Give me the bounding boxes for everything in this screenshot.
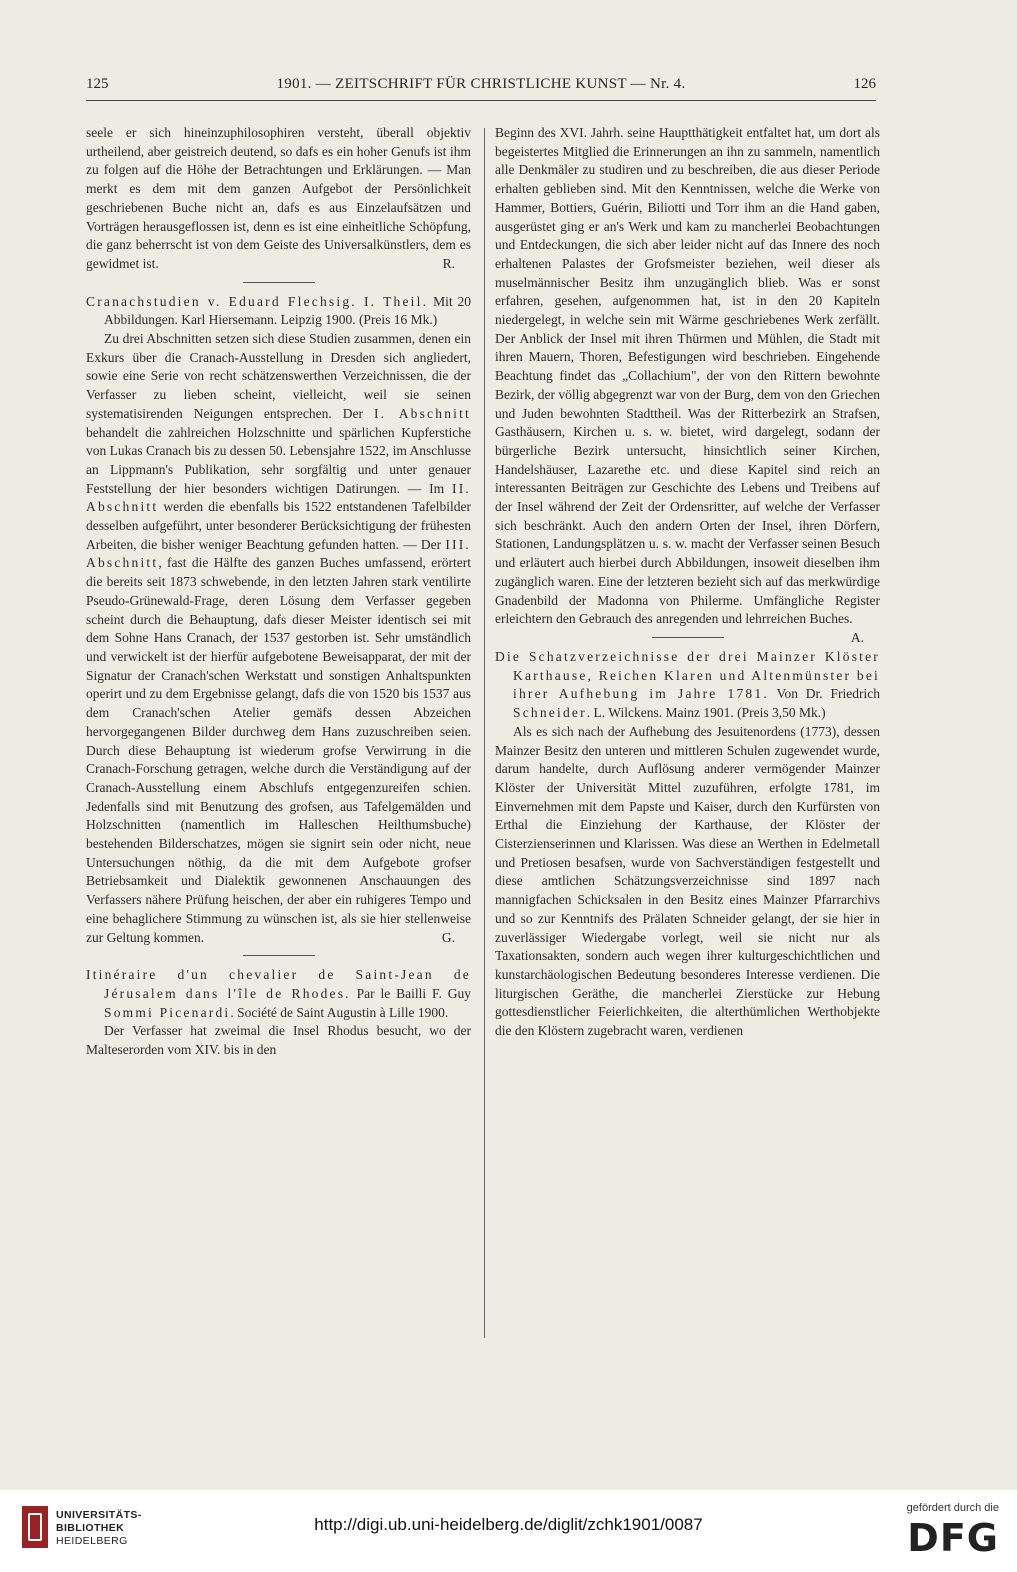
review-text-rhodes-continued: Beginn des XVI. Jahrh. seine Hauptthätigkeit entfaltet hat, um dort als begeistertes Mitglied die Erinnerungen an ihn zu sammeln, namentlich alle Denkmäler zu studiren und zu beschreiben, die aus dieser Periode erhalten geblieben sind. Mit den Kenntnissen, welche die Werke von Hammer, Bottiers, Guérin, Biliotti und Torr ihm an die Hand gaben, ausgerüstet ging er an's Werk und kam zu mancherlei Beobachtungen und Entdeckungen, die sich aber leider nicht auf das Innere des noch erhaltenen Palastes der Grofsmeister beziehen, weil dieser als muselmännischer Besitz ihm unzugänglich blieb. Was er sonst erfahren, gesehen, aufgenommen hat, ist in den 20 Kapiteln niedergelegt, in welche sein mit Wärme geschriebenes Werk zerfällt. Der Anblick der Insel mit ihren Thürmen und Mühlen, die Stadt mit ihren Mauern, Thoren, Befestigungen wird beschrieben. Eingehende Beachtung findet das „Collachium", der von den Rittern bewohnte Bezirk, der völlig abgegrenzt war von der Burg, dem von den Griechen und Juden bewohnten Stadttheil. Was der Ritterbezirk an Strafsen, Gasthäusern, Kirchen u. s. w. bietet, wird dargelegt, sodann der bürgerliche Bezirk untersucht, hinsichtlich seiner Kirchen, Handelshäuser, Lazarethe etc. und diese Kapitel sind reich an interessanten Beiträgen zur Geschichte des Lebens und Treibens auf der Insel während der Zeit der Ordensritter, auf welche der Verfasser sich beschränkt. Auch den andern Orten der Insel, ihren Dörfern, Stationen, Landungsplätzen u. s. w. macht der Verfasser seinen Besuch und erläutert auch hierbei durch Abbildungen, insoweit dieselben ihm zugänglich waren. Eine der letzteren bezieht sich auf das merkwürdige Gnadenbild der Madonna von Philerme. Umfängliche Register erleichtern den Gebrauch des anregenden und lehrreichen Buches. A.	[495, 124, 880, 629]
section-separator	[652, 637, 724, 638]
book-details: Mit 20 Abbildungen. Karl Hiersemann. Leipzig 1900. (Preis 16 Mk.)	[104, 293, 472, 328]
section-separator	[243, 955, 315, 956]
book-title: Itinéraire d'un chevalier de Saint-Jean de Jérusalem dans l'île de Rhodes.	[86, 967, 471, 1001]
review-heading-mainz: Die Schatzverzeichnisse der drei Mainzer Klöster Karthause, Reichen Klaren und Altenmünster bei ihrer Aufhebung im Jahre 1781. Von Dr. Friedrich Schneider. L. Wilckens. Mainz 1901. (Preis 3,50 Mk.)	[495, 648, 880, 721]
review-text-rhodes: Der Verfasser hat zweimal die Insel Rhodus besucht, wo der Malteserorden vom XIV. bis in den	[86, 1023, 471, 1058]
running-header	[86, 76, 876, 100]
header-rule	[86, 100, 876, 101]
library-name: UNIVERSITÄTS- BIBLIOTHEK HEIDELBERG	[56, 1509, 142, 1547]
permalink[interactable]: http://digi.ub.uni-heidelberg.de/diglit/zchk1901/0087	[314, 1515, 703, 1534]
reviewer-signature: A.	[850, 629, 864, 645]
review-heading-cranach	[86, 293, 471, 330]
reviewer-signature: G.	[441, 929, 455, 945]
reviewer-signature: R.	[442, 255, 455, 271]
right-column	[495, 124, 880, 1041]
review-text-cranach: Zu drei Abschnitten setzen sich diese Studien zusammen, denen ein Exkurs über die Cranach-Ausstellung in Dresden sich angliedert, sowie eine Serie von recht schätzenswerthen Verzeichnissen, die der Verfasser zu lieben scheint, vielleicht, weil sie seinen systematisirenden Neigungen entsprechen. Der I. Abschnitt behandelt die zahlreichen Holzschnitte und spärlichen Kupferstiche von Lukas Cranach bis zu dessen 50. Lebensjahre 1522, im Anschlusse an Lippmann's Publikation, sehr sorgfältig und unter genauer Feststellung der hier besonders wichtigen Datirungen. — Im II. Abschnitt werden die ebenfalls bis 1522 entstandenen Tafelbilder desselben aufgeführt, unter besonderer Berücksichtigung der frühesten Arbeiten, die bisher weniger Beachtung gefunden hatten. — Der III. Abschnitt, fast die Hälfte des ganzen Buches umfassend, erörtert die bereits seit 1873 schwebende, in den letzten Jahren stark ventilirte Pseudo-Grünewald-Frage, deren Lösung dem Verfasser gegeben scheint durch die Behauptung, dafs dieser Meister identisch sei mit dem Sohne Hans Cranach, der 1537 gestorben ist. Sehr umständlich und verwickelt ist der hierfür aufgebotene Beweisapparat, der mit der Signatur der Cranach'schen Werkstatt und sonstigen Anhaltspunkten operirt und zu dem Ergebnisse gelangt, dafs die von 1520 bis 1537 aus dem Cranach'schen Atelier gemäfs dessen Abzeichen hervorgegangenen Bilder durchweg dem Hans zuzuschreiben seien. Durch diese Behauptung ist wiederum grofse Verwirrung in die Cranach-Forschung getragen, welche durch die Verständigung auf der Cranach-Ausstellung einem Abschlufs entgegenzureifen schien. Jedenfalls sind mit Benutzung des grofsen, aus Tafelgemälden und Holzschnitten (namentlich im Halleschen Heilthumsbuche) bestehenden Bilderschatzes, mögen sie signirt sein oder nicht, neue Untersuchungen nöthig, da die mit dem Aufgebote grofser Betriebsamkeit und Dialektik gewonnenen Anschauungen des Verfassers nähere Prüfung heischen, der aber ein ruhigeres Tempo und eine behaglichere Stimmung zu wünschen ist, als sie hier stellenweise zur Geltung kommen. G.	[86, 330, 471, 947]
page-number-right: 126	[853, 76, 876, 92]
dfg-logo: DFG	[907, 1516, 999, 1560]
book-title: Die Schatzverzeichnisse der drei Mainzer Klöster Karthause, Reichen Klaren und Altenmünster bei ihrer Aufhebung im Jahre 1781.	[495, 648, 880, 702]
review-heading-rhodes: Itinéraire d'un chevalier de Saint-Jean de Jérusalem dans l'île de Rhodes. Par le Bailli F. Guy Sommi Picenardi. Société de Saint Augustin à Lille 1900.	[86, 967, 471, 1020]
book-title: Cranachstudien v. Eduard Flechsig. I. Theil.	[86, 293, 429, 309]
digitization-footer	[0, 1490, 1017, 1572]
review-text-mainz: Als es sich nach der Aufhebung des Jesuitenordens (1773), dessen Mainzer Besitz den unteren und mittleren Schulen zugewendet wurde, darum handelte, durch Auflösung anderer vermögender Mainzer Klöster der Universität Mittel zuzuführen, erfolgte 1781, im Einvernehmen mit dem Papste und Kaiser, durch den Kurfürsten von Erthal die Einziehung der Karthause, der Klöster der Cisterzienserinnen und Klarissen. Was diese an Werthen in Edelmetall und Pretiosen besafsen, wurde von Sachverständigen festgestellt und diese amtlichen Schätzungsverzeichnisse sind 1897 nach mannigfachen Schicksalen in den Besitz eines Mainzer Pfarrarchivs und so zur Kenntnifs des Prälaten Schneider gelangt, der sie hier in zuverlässiger Wiedergabe vorlegt, weil sie nicht nur als Taxationsakten, sondern auch wegen ihrer kulturgeschichtlichen und kunstarchäologischen Bedeutung besonderes Interesse verdienen. Die liturgischen Geräthe, die mancherlei Zierstücke zur Hebung gottesdienstlicher Feierlichkeiten, die alterthümlichen Werthobjekte die den Klöstern zugebracht waren, verdienen	[495, 723, 880, 1039]
page-number-left: 125	[86, 76, 109, 92]
column-divider	[484, 128, 485, 1338]
funding-note: gefördert durch die	[906, 1502, 999, 1514]
section-separator	[243, 282, 315, 283]
review-continuation: seele er sich hineinzuphilosophiren versteht, überall objektiv urtheilend, aber geistreich deutend, so dafs es ein hoher Genufs ist ihm zu folgen auf die Höhe der Betrachtungen und Erklärungen. — Man merkt es dem mit dem ganzen Aufgebot der Persönlichkeit geschriebenen Buche nicht an, dafs es aus Einzelaufsätzen und Vorträgen herausgeflossen ist, denn es ist eine einheitliche Schöpfung, die ganz beherrscht ist von dem Geiste des Universalkünstlers, dem es gewidmet ist. R.	[86, 124, 471, 274]
left-column	[86, 124, 471, 1060]
journal-title: 1901. — ZEITSCHRIFT FÜR CHRISTLICHE KUNST — Nr. 4.	[276, 76, 686, 92]
